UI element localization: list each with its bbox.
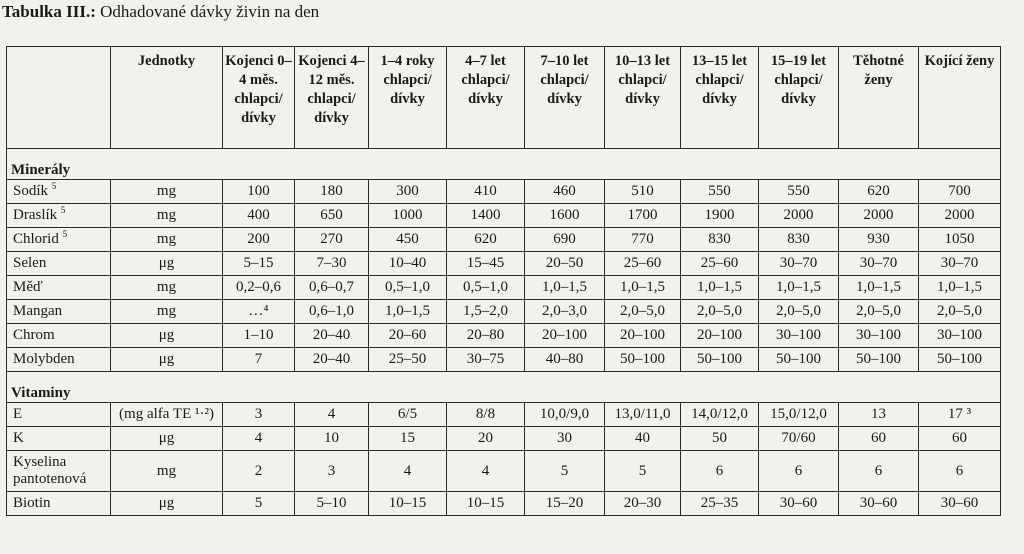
value-cell: 15–45 (447, 252, 525, 276)
value-cell: 1000 (369, 204, 447, 228)
unit-cell: mg (111, 276, 223, 300)
value-cell: 20–60 (369, 324, 447, 348)
value-cell: 6/5 (369, 403, 447, 427)
table-row (7, 403, 1001, 427)
value-cell: 410 (447, 180, 525, 204)
value-cell: 1,5–2,0 (447, 300, 525, 324)
value-cell: 4 (223, 427, 295, 451)
value-cell: 8/8 (447, 403, 525, 427)
value-cell: 6 (681, 451, 759, 492)
value-cell: 40 (605, 427, 681, 451)
value-cell: 6 (759, 451, 839, 492)
table-title-number: Tabulka III.: (2, 2, 96, 21)
value-cell: 20–80 (447, 324, 525, 348)
table-title-text: Odhadované dávky živin na den (95, 2, 320, 21)
footnote-marker: 5 (60, 205, 66, 215)
table-row (7, 252, 1001, 276)
value-cell: 0,5–1,0 (447, 276, 525, 300)
unit-cell: μg (111, 492, 223, 516)
value-cell: 690 (525, 228, 605, 252)
column-header: 10–13 let chlapci/ dívky (605, 47, 681, 149)
value-cell: 2,0–5,0 (839, 300, 919, 324)
value-cell: 4 (447, 451, 525, 492)
unit-cell: mg (111, 204, 223, 228)
value-cell: 700 (919, 180, 1001, 204)
value-cell: 4 (295, 403, 369, 427)
nutrient-name-cell (7, 276, 111, 300)
value-cell: 20–40 (295, 324, 369, 348)
header-corner (7, 47, 111, 149)
value-cell: 30–60 (839, 492, 919, 516)
value-cell: 5–10 (295, 492, 369, 516)
value-cell: …⁴ (223, 300, 295, 324)
nutrient-name-cell (7, 451, 111, 492)
value-cell: 7–30 (295, 252, 369, 276)
value-cell: 25–35 (681, 492, 759, 516)
value-cell: 6 (919, 451, 1001, 492)
column-header: 4–7 let chlapci/ dívky (447, 47, 525, 149)
value-cell: 2000 (839, 204, 919, 228)
value-cell: 650 (295, 204, 369, 228)
column-header: Kojenci 0–4 měs. chlapci/ dívky (223, 47, 295, 149)
column-header: Kojenci 4–12 měs. chlapci/ dívky (295, 47, 369, 149)
value-cell: 30–70 (919, 252, 1001, 276)
column-header: 13–15 let chlapci/ dívky (681, 47, 759, 149)
section-row (7, 149, 1001, 180)
value-cell: 20–50 (525, 252, 605, 276)
section-label: Vitaminy (7, 372, 1001, 403)
nutrient-name: K (13, 430, 24, 446)
value-cell: 300 (369, 180, 447, 204)
table-body (7, 149, 1001, 516)
table-row (7, 427, 1001, 451)
value-cell: 4 (369, 451, 447, 492)
unit-cell: μg (111, 324, 223, 348)
value-cell: 100 (223, 180, 295, 204)
value-cell: 1,0–1,5 (369, 300, 447, 324)
table-row (7, 348, 1001, 372)
value-cell: 1,0–1,5 (759, 276, 839, 300)
value-cell: 400 (223, 204, 295, 228)
value-cell: 20–100 (605, 324, 681, 348)
unit-cell: mg (111, 451, 223, 492)
column-header: 15–19 let chlapci/ dívky (759, 47, 839, 149)
value-cell: 70/60 (759, 427, 839, 451)
value-cell: 2000 (759, 204, 839, 228)
value-cell: 620 (447, 228, 525, 252)
value-cell: 1,0–1,5 (525, 276, 605, 300)
value-cell: 50 (681, 427, 759, 451)
table-title (2, 2, 319, 22)
value-cell: 30 (525, 427, 605, 451)
value-cell: 10–40 (369, 252, 447, 276)
table-row (7, 451, 1001, 492)
unit-cell: mg (111, 300, 223, 324)
nutrient-name: E (13, 406, 23, 422)
value-cell: 50–100 (759, 348, 839, 372)
value-cell: 10–15 (447, 492, 525, 516)
value-cell: 13 (839, 403, 919, 427)
value-cell: 30–60 (759, 492, 839, 516)
value-cell: 830 (759, 228, 839, 252)
value-cell: 2,0–5,0 (681, 300, 759, 324)
value-cell: 2,0–5,0 (919, 300, 1001, 324)
nutrient-name-cell (7, 228, 111, 252)
column-header: 7–10 let chlapci/ dívky (525, 47, 605, 149)
value-cell: 1700 (605, 204, 681, 228)
value-cell: 550 (681, 180, 759, 204)
table-row (7, 180, 1001, 204)
value-cell: 15 (369, 427, 447, 451)
table-row (7, 204, 1001, 228)
value-cell: 20–30 (605, 492, 681, 516)
value-cell: 450 (369, 228, 447, 252)
value-cell: 30–75 (447, 348, 525, 372)
value-cell: 3 (223, 403, 295, 427)
value-cell: 1400 (447, 204, 525, 228)
value-cell: 2,0–5,0 (759, 300, 839, 324)
table-row (7, 300, 1001, 324)
value-cell: 60 (839, 427, 919, 451)
value-cell: 5 (605, 451, 681, 492)
nutrient-name: Draslík (13, 207, 58, 223)
nutrient-name-cell (7, 403, 111, 427)
value-cell: 7 (223, 348, 295, 372)
unit-cell: μg (111, 252, 223, 276)
value-cell: 14,0/12,0 (681, 403, 759, 427)
column-header: 1–4 roky chlapci/ dívky (369, 47, 447, 149)
value-cell: 830 (681, 228, 759, 252)
value-cell: 1,0–1,5 (605, 276, 681, 300)
nutrient-name: Biotin (13, 495, 51, 511)
value-cell: 620 (839, 180, 919, 204)
value-cell: 30–100 (759, 324, 839, 348)
value-cell: 30–70 (839, 252, 919, 276)
column-header: Kojící ženy (919, 47, 1001, 149)
value-cell: 1600 (525, 204, 605, 228)
nutrient-name-cell (7, 492, 111, 516)
value-cell: 6 (839, 451, 919, 492)
value-cell: 1050 (919, 228, 1001, 252)
value-cell: 13,0/11,0 (605, 403, 681, 427)
value-cell: 15–20 (525, 492, 605, 516)
value-cell: 0,6–0,7 (295, 276, 369, 300)
value-cell: 1,0–1,5 (839, 276, 919, 300)
table-row (7, 492, 1001, 516)
value-cell: 10–15 (369, 492, 447, 516)
nutrient-name-cell (7, 252, 111, 276)
value-cell: 17 ³ (919, 403, 1001, 427)
value-cell: 50–100 (839, 348, 919, 372)
value-cell: 30–100 (839, 324, 919, 348)
value-cell: 550 (759, 180, 839, 204)
value-cell: 5 (525, 451, 605, 492)
table-row (7, 228, 1001, 252)
nutrient-name-cell (7, 427, 111, 451)
value-cell: 30–100 (919, 324, 1001, 348)
value-cell: 20 (447, 427, 525, 451)
footnote-marker: 5 (51, 181, 57, 191)
table-row (7, 324, 1001, 348)
value-cell: 0,6–1,0 (295, 300, 369, 324)
nutrient-name: Selen (13, 255, 47, 271)
value-cell: 50–100 (919, 348, 1001, 372)
value-cell: 50–100 (681, 348, 759, 372)
nutrient-name: Měď (13, 279, 43, 295)
value-cell: 1–10 (223, 324, 295, 348)
value-cell: 460 (525, 180, 605, 204)
value-cell: 60 (919, 427, 1001, 451)
unit-cell: μg (111, 427, 223, 451)
unit-cell: mg (111, 228, 223, 252)
nutrient-name: Mangan (13, 303, 63, 319)
value-cell: 930 (839, 228, 919, 252)
value-cell: 510 (605, 180, 681, 204)
value-cell: 2,0–3,0 (525, 300, 605, 324)
section-label: Minerály (7, 149, 1001, 180)
value-cell: 10 (295, 427, 369, 451)
nutrient-table (6, 46, 1001, 516)
value-cell: 270 (295, 228, 369, 252)
nutrient-name: Kyselina pantotenová (13, 454, 87, 487)
value-cell: 25–50 (369, 348, 447, 372)
section-row (7, 372, 1001, 403)
value-cell: 2,0–5,0 (605, 300, 681, 324)
value-cell: 20–40 (295, 348, 369, 372)
nutrient-name-cell (7, 324, 111, 348)
value-cell: 25–60 (605, 252, 681, 276)
value-cell: 200 (223, 228, 295, 252)
value-cell: 0,2–0,6 (223, 276, 295, 300)
value-cell: 2 (223, 451, 295, 492)
value-cell: 20–100 (681, 324, 759, 348)
nutrient-name-cell (7, 180, 111, 204)
value-cell: 1,0–1,5 (681, 276, 759, 300)
unit-cell: mg (111, 180, 223, 204)
header-row (7, 47, 1001, 149)
nutrient-name: Chrom (13, 327, 55, 343)
unit-cell: (mg alfa TE ¹·²) (111, 403, 223, 427)
value-cell: 1900 (681, 204, 759, 228)
value-cell: 30–70 (759, 252, 839, 276)
value-cell: 20–100 (525, 324, 605, 348)
value-cell: 1,0–1,5 (919, 276, 1001, 300)
unit-cell: μg (111, 348, 223, 372)
value-cell: 770 (605, 228, 681, 252)
nutrient-name-cell (7, 300, 111, 324)
nutrient-name-cell (7, 348, 111, 372)
value-cell: 10,0/9,0 (525, 403, 605, 427)
footnote-marker: 5 (62, 229, 68, 239)
value-cell: 3 (295, 451, 369, 492)
column-header: Těhotné ženy (839, 47, 919, 149)
value-cell: 0,5–1,0 (369, 276, 447, 300)
value-cell: 5 (223, 492, 295, 516)
value-cell: 180 (295, 180, 369, 204)
column-header: Jednotky (111, 47, 223, 149)
nutrient-name-cell (7, 204, 111, 228)
nutrient-name: Molybden (13, 351, 75, 367)
value-cell: 15,0/12,0 (759, 403, 839, 427)
table-row (7, 276, 1001, 300)
value-cell: 2000 (919, 204, 1001, 228)
nutrient-name: Sodík (13, 183, 49, 199)
value-cell: 40–80 (525, 348, 605, 372)
value-cell: 30–60 (919, 492, 1001, 516)
nutrient-name: Chlorid (13, 231, 59, 247)
value-cell: 50–100 (605, 348, 681, 372)
value-cell: 5–15 (223, 252, 295, 276)
value-cell: 25–60 (681, 252, 759, 276)
